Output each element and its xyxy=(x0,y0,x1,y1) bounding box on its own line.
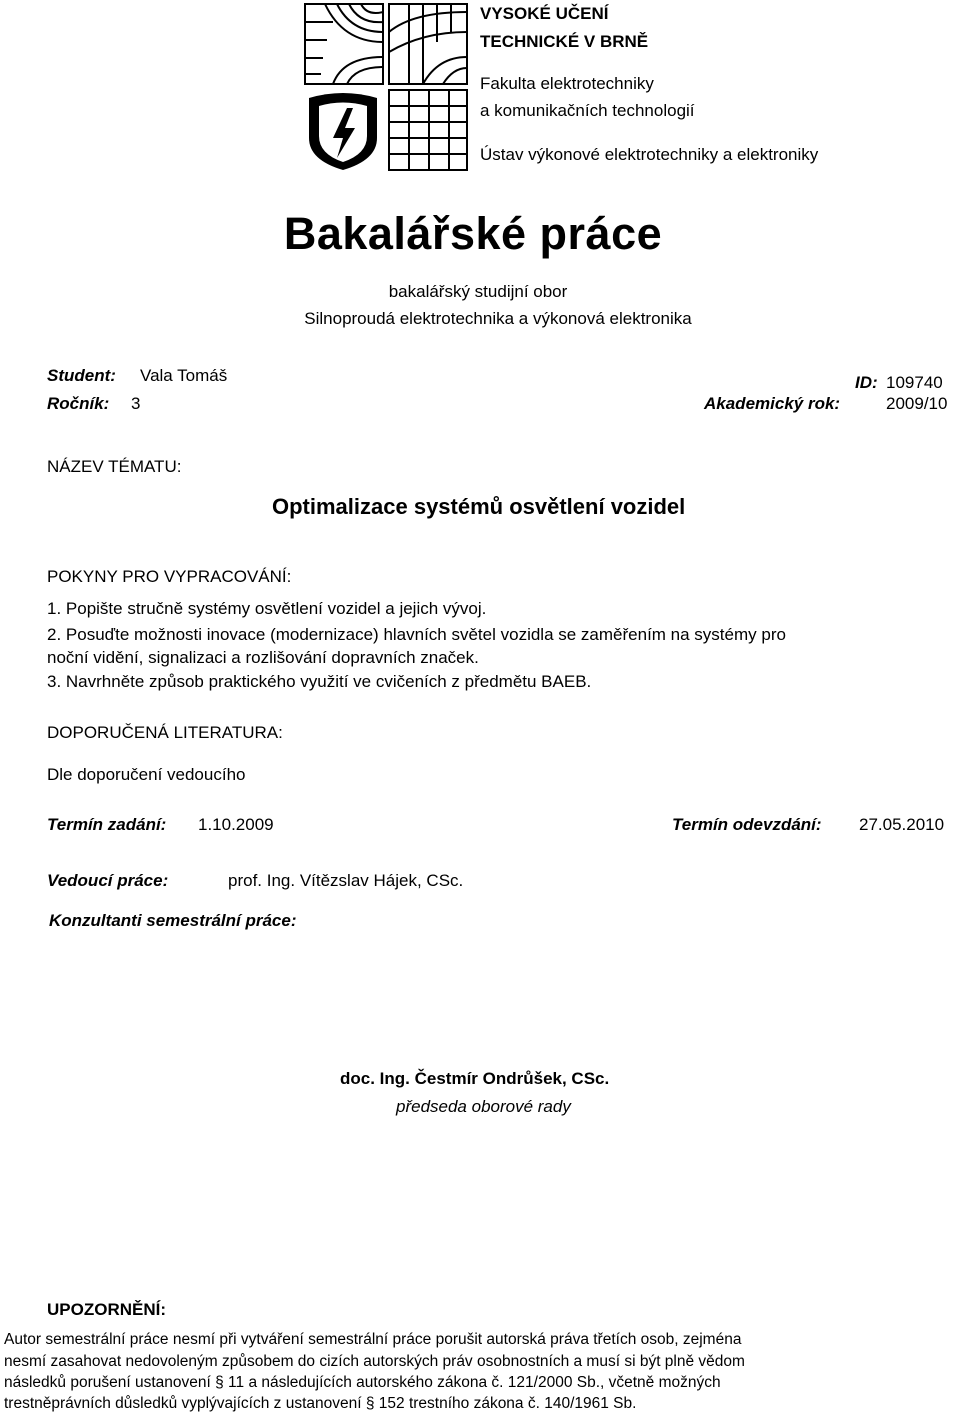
supervisor-label: Vedoucí práce: xyxy=(47,871,169,890)
warning-line-4: trestněprávních důsledků vyplývajících z ustanovení § 152 trestního zákona č. 140/1961 Sb. xyxy=(4,1395,637,1412)
instruction-item-3: 3. Navrhněte způsob praktického využití ve cvičeních z předmětu BAEB. xyxy=(47,672,592,691)
academic-year-label: Akademický rok: xyxy=(704,394,841,413)
assigned-date-value: 1.10.2009 xyxy=(198,815,274,834)
warning-line-3: následků porušení ustanovení § 11 a následujících autorského zákona č. 121/2000 Sb., včetně možných xyxy=(4,1374,721,1391)
student-label: Student: xyxy=(47,366,116,385)
school-name-line2: TECHNICKÉ V BRNĚ xyxy=(480,32,649,51)
topic-title: Optimalizace systémů osvětlení vozidel xyxy=(272,494,686,519)
university-logo-icon xyxy=(303,2,469,172)
institute-name: Ústav výkonové elektrotechniky a elektroniky xyxy=(480,145,819,164)
instruction-item-2-line2: noční vidění, signalizaci a rozlišování dopravních značek. xyxy=(47,648,479,667)
literature-value: Dle doporučení vedoucího xyxy=(47,765,246,784)
literature-label: DOPORUČENÁ LITERATURA: xyxy=(47,723,283,742)
assigned-date-label: Termín zadání: xyxy=(47,815,167,834)
warning-line-2: nesmí zasahovat nedovoleným způsobem do cizích autorských práv osobnostních a musí si být plně vědom xyxy=(4,1353,745,1370)
study-program: bakalářský studijní obor xyxy=(388,282,568,301)
year-label: Ročník: xyxy=(47,394,110,413)
document-title: Bakalářské práce xyxy=(283,208,663,259)
due-date-label: Termín odevzdání: xyxy=(672,815,822,834)
year-value: 3 xyxy=(131,394,141,413)
study-field: Silnoproudá elektrotechnika a výkonová elektronika xyxy=(304,309,692,328)
school-name-line1: VYSOKÉ UČENÍ xyxy=(480,4,609,23)
due-date-value: 27.05.2010 xyxy=(859,815,945,834)
consultants-label: Konzultanti semestrální práce: xyxy=(49,911,297,930)
topic-label: NÁZEV TÉMATU: xyxy=(47,457,182,476)
faculty-line2: a komunikačních technologií xyxy=(480,101,695,120)
instruction-item-2-line1: 2. Posuďte možnosti inovace (modernizace) hlavních světel vozidla se zaměřením na systémy pro xyxy=(47,625,786,644)
student-name: Vala Tomáš xyxy=(140,366,228,385)
signatory-role: předseda oborové rady xyxy=(396,1097,571,1116)
instructions-label: POKYNY PRO VYPRACOVÁNÍ: xyxy=(47,567,292,586)
faculty-line1: Fakulta elektrotechniky xyxy=(480,74,654,93)
warning-line-1: Autor semestrální práce nesmí při vytváření semestrální práce porušit autorská práva třetích osob, zejména xyxy=(4,1331,742,1348)
instruction-item-1: 1. Popište stručně systémy osvětlení vozidel a jejich vývoj. xyxy=(47,599,487,618)
signatory-name: doc. Ing. Čestmír Ondrůšek, CSc. xyxy=(340,1069,610,1088)
id-label: ID: xyxy=(855,373,878,392)
id-value: 109740 xyxy=(886,373,943,392)
academic-year-value: 2009/10 xyxy=(886,394,948,413)
warning-label: UPOZORNĚNÍ: xyxy=(47,1300,166,1319)
supervisor-name: prof. Ing. Vítězslav Hájek, CSc. xyxy=(228,871,464,890)
